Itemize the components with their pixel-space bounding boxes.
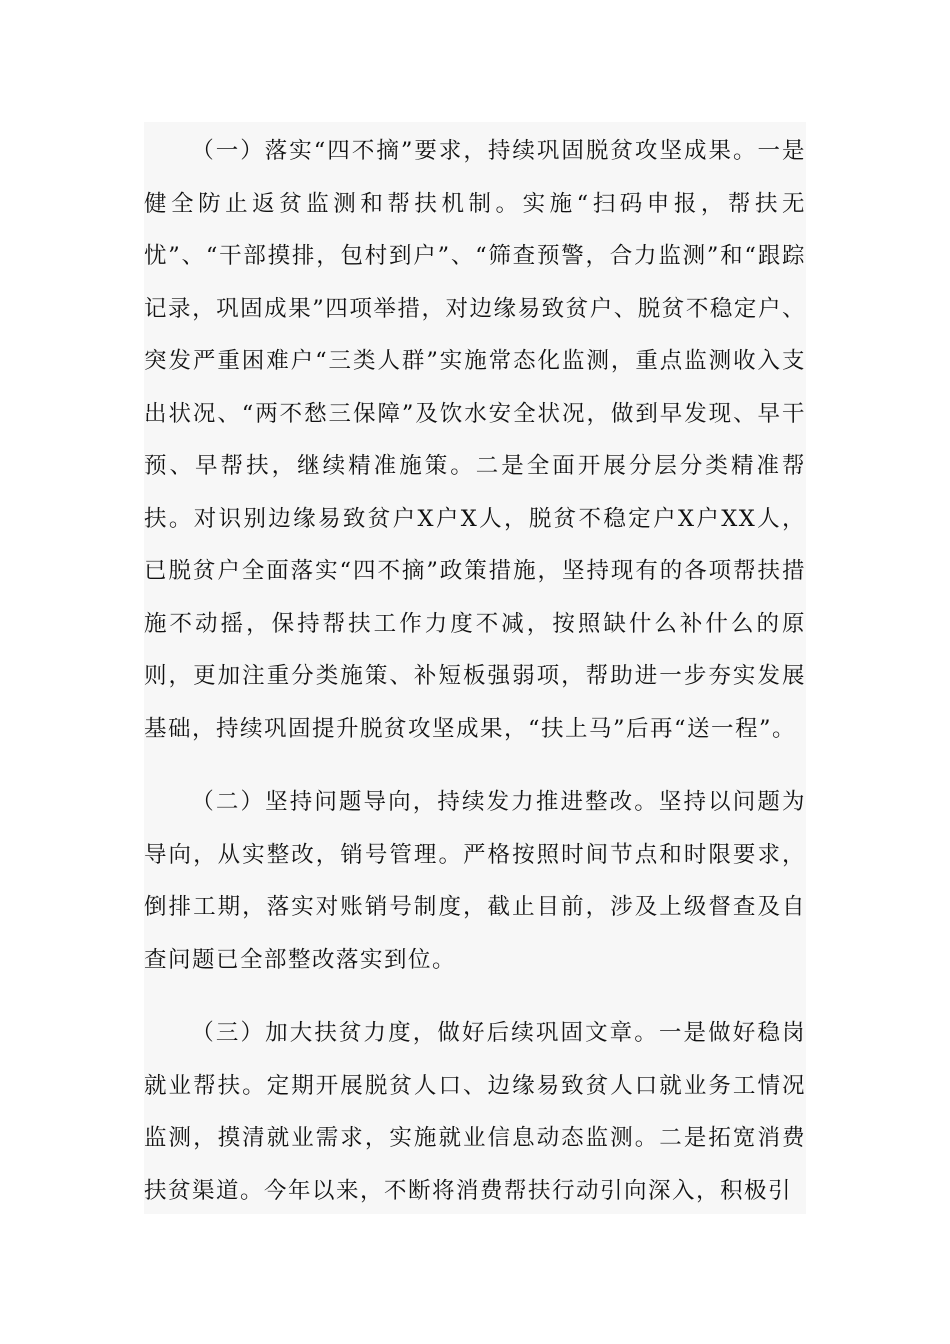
paragraph-2: （二）坚持问题导向，持续发力推进整改。坚持以问题为导向，从实整改，销号管理。严格按照时间节点和时限要求，倒排工期，落实对账销号制度，截止目前，涉及上级督查及自查问题已全部整改落实到位。 <box>144 789 806 973</box>
document-body <box>144 122 806 1214</box>
paragraph-3: （三）加大扶贫力度，做好后续巩固文章。一是做好稳岗就业帮扶。定期开展脱贫人口、边缘易致贫人口就业务工情况监测，摸清就业需求，实施就业信息动态监测。二是拓宽消费扶贫渠道。今年以来，不断将消费帮扶行动引向深入，积极引 <box>144 1020 806 1204</box>
paragraph-1: （一）落实“四不摘”要求，持续巩固脱贫攻坚成果。一是健全防止返贫监测和帮扶机制。实施“扫码申报，帮扶无忧”、“干部摸排，包村到户”、“筛查预警，合力监测”和“跟踪记录，巩固成果”四项举措，对边缘易致贫户、脱贫不稳定户、突发严重困难户“三类人群”实施常态化监测，重点监测收入支出状况、“两不愁三保障”及饮水安全状况，做到早发现、早干预、早帮扶，继续精准施策。二是全面开展分层分类精准帮扶。对识别边缘易致贫户X户X人，脱贫不稳定户X户XX人，已脱贫户全面落实“四不摘”政策措施，坚持现有的各项帮扶措施不动摇，保持帮扶工作力度不减，按照缺什么补什么的原则，更加注重分类施策、补短板强弱项，帮助进一步夯实发展基础，持续巩固提升脱贫攻坚成果，“扶上马”后再“送一程”。 <box>144 138 806 742</box>
